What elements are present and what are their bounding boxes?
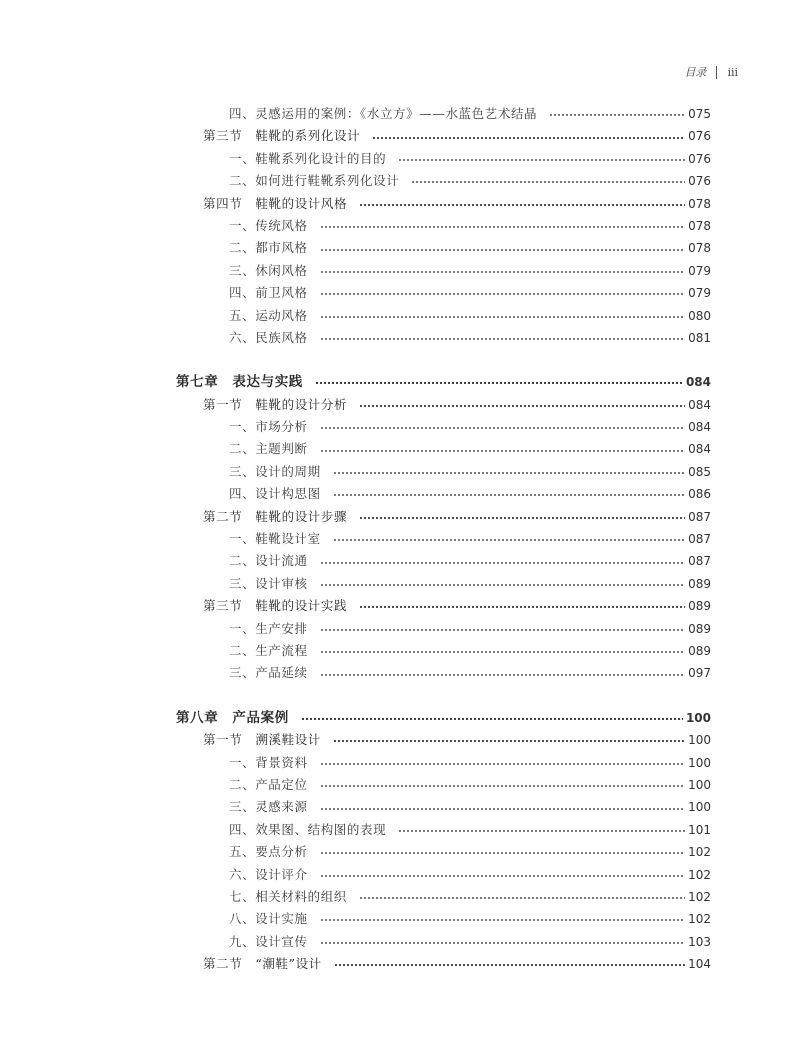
toc-item-entry[interactable] xyxy=(0,841,711,863)
toc-item-entry[interactable] xyxy=(0,237,711,259)
toc-entry-page-number: 076 xyxy=(688,151,711,166)
toc-entry-page-number: 079 xyxy=(688,263,711,278)
toc-entry-page-number: 100 xyxy=(688,800,711,815)
toc-item-entry[interactable] xyxy=(0,752,711,774)
toc-entry-page-number: 087 xyxy=(688,509,711,524)
toc-entry-page-number: 076 xyxy=(688,174,711,189)
toc-entry-title: 一、市场分析 xyxy=(229,419,308,435)
toc-entry-title: 四、设计构思图 xyxy=(229,486,321,502)
toc-entry-page-number: 079 xyxy=(688,286,711,301)
toc-item-entry[interactable] xyxy=(0,416,711,438)
dot-leader xyxy=(372,137,685,139)
dot-leader xyxy=(320,875,685,877)
toc-item-entry[interactable] xyxy=(0,640,711,662)
toc-section-entry[interactable] xyxy=(0,595,711,617)
header-page-number: iii xyxy=(727,65,738,79)
dot-leader xyxy=(320,226,685,228)
toc-item-entry[interactable] xyxy=(0,662,711,684)
toc-entry-page-number: 089 xyxy=(688,621,711,636)
header-divider xyxy=(716,66,717,79)
toc-section-entry[interactable] xyxy=(0,506,711,528)
toc-entry-page-number: 087 xyxy=(688,554,711,569)
toc-section-entry[interactable] xyxy=(0,729,711,751)
toc-item-entry[interactable] xyxy=(0,864,711,886)
toc-entry-title: 二、主题判断 xyxy=(229,441,308,457)
dot-leader xyxy=(320,249,685,251)
toc-entry-title: 三、设计的周期 xyxy=(229,463,321,479)
toc-chapter-entry[interactable] xyxy=(0,707,711,729)
toc-entry-title: 第一节 溯溪鞋设计 xyxy=(203,732,321,748)
toc-entry-title: 六、民族风格 xyxy=(229,329,308,345)
toc-entry-title: 一、鞋靴设计室 xyxy=(229,531,321,547)
toc-entry-page-number: 100 xyxy=(688,777,711,792)
dot-leader xyxy=(320,651,685,653)
toc-item-entry[interactable] xyxy=(0,618,711,640)
toc-entry-page-number: 086 xyxy=(688,487,711,502)
toc-entry-title: 第三节 鞋靴的系列化设计 xyxy=(203,128,361,144)
toc-entry-title: 三、灵感来源 xyxy=(229,799,308,815)
toc-item-entry[interactable] xyxy=(0,305,711,327)
running-header xyxy=(684,64,738,80)
dot-leader xyxy=(320,562,685,564)
toc-entry-title: 一、鞋靴系列化设计的目的 xyxy=(229,150,387,166)
dot-leader xyxy=(320,852,685,854)
toc-entry-title: 六、设计评介 xyxy=(229,866,308,882)
dot-leader xyxy=(320,338,685,340)
dot-leader xyxy=(411,181,685,183)
toc-item-entry[interactable] xyxy=(0,573,711,595)
dot-leader xyxy=(333,539,685,541)
dot-leader xyxy=(320,629,685,631)
toc-entry-title: 四、灵感运用的案例：《水立方》——水蓝色艺术结晶 xyxy=(229,106,538,121)
toc-item-entry[interactable] xyxy=(0,931,711,953)
toc-entry-title: 一、背景资料 xyxy=(229,754,308,770)
dot-leader xyxy=(320,808,685,810)
dot-leader xyxy=(359,405,685,407)
toc-entry-page-number: 102 xyxy=(688,867,711,882)
dot-leader xyxy=(320,584,685,586)
toc-entry-page-number: 102 xyxy=(688,889,711,904)
toc-entry-page-number: 100 xyxy=(685,710,711,725)
toc-entry-title: 三、产品延续 xyxy=(229,665,308,681)
toc-item-entry[interactable] xyxy=(0,483,711,505)
toc-item-entry[interactable] xyxy=(0,260,711,282)
toc-entry-title: 一、传统风格 xyxy=(229,217,308,233)
toc-item-entry[interactable] xyxy=(0,908,711,930)
toc-entry-title: 第三节 鞋靴的设计实践 xyxy=(203,598,348,614)
toc-entry-page-number: 089 xyxy=(688,599,711,614)
toc-entry-page-number: 075 xyxy=(688,107,711,121)
toc-section-entry[interactable] xyxy=(0,193,711,215)
toc-entry-title: 三、休闲风格 xyxy=(229,262,308,278)
dot-leader xyxy=(320,785,685,787)
toc-item-entry[interactable] xyxy=(0,103,711,125)
toc-entry-title: 八、设计实施 xyxy=(229,911,308,927)
toc-item-entry[interactable] xyxy=(0,819,711,841)
toc-entry-title: 九、设计宣传 xyxy=(229,933,308,949)
dot-leader xyxy=(549,114,685,116)
toc-entry-page-number: 078 xyxy=(688,241,711,256)
toc-item-entry[interactable] xyxy=(0,327,711,349)
toc-entry-title: 七、相关材料的组织 xyxy=(229,888,347,904)
toc-entry-page-number: 085 xyxy=(688,464,711,479)
dot-leader xyxy=(320,316,685,318)
toc-entry-page-number: 104 xyxy=(688,957,711,972)
toc-entry-title: 二、产品定位 xyxy=(229,776,308,792)
dot-leader xyxy=(320,450,685,452)
chapter-gap xyxy=(0,349,790,371)
toc-entry-title: 第四节 鞋靴的设计风格 xyxy=(203,195,348,211)
toc-entry-page-number: 089 xyxy=(688,576,711,591)
toc-entry-title: 二、生产流程 xyxy=(229,642,308,658)
toc-item-entry[interactable] xyxy=(0,438,711,460)
dot-leader xyxy=(320,293,685,295)
toc-entry-page-number: 084 xyxy=(688,442,711,457)
dot-leader xyxy=(359,204,685,206)
toc-entry-page-number: 089 xyxy=(688,643,711,658)
toc-entry-title: 第八章 产品案例 xyxy=(176,709,289,726)
dot-leader xyxy=(359,897,685,899)
toc-section-entry[interactable] xyxy=(0,953,711,975)
dot-leader xyxy=(320,674,685,676)
dot-leader xyxy=(333,472,685,474)
toc-entry-page-number: 084 xyxy=(688,397,711,412)
toc-chapter-entry[interactable] xyxy=(0,371,711,393)
toc-entry-title: 五、要点分析 xyxy=(229,844,308,860)
toc-entry-page-number: 081 xyxy=(688,330,711,345)
toc-item-entry[interactable] xyxy=(0,215,711,237)
dot-leader xyxy=(359,517,685,519)
toc-entry-title: 五、运动风格 xyxy=(229,307,308,323)
toc-entry-page-number: 102 xyxy=(688,845,711,860)
toc-entry-title: 二、设计流通 xyxy=(229,553,308,569)
toc-entry-page-number: 084 xyxy=(685,375,711,390)
dot-leader xyxy=(398,159,685,161)
toc-entry-title: 一、生产安排 xyxy=(229,620,308,636)
dot-leader xyxy=(320,942,685,944)
toc-item-entry[interactable] xyxy=(0,282,711,304)
dot-leader xyxy=(333,494,685,496)
dot-leader xyxy=(320,271,685,273)
dot-leader xyxy=(359,606,685,608)
toc-entry-page-number: 084 xyxy=(688,420,711,435)
dot-leader xyxy=(398,830,685,832)
toc-item-entry[interactable] xyxy=(0,461,711,483)
chapter-gap xyxy=(0,685,790,707)
toc-entry-title: 四、效果图、结构图的表现 xyxy=(229,821,387,837)
toc-item-entry[interactable] xyxy=(0,170,711,192)
header-title: 目录 xyxy=(684,66,707,79)
dot-leader xyxy=(320,763,685,765)
toc-entry-title: 二、如何进行鞋靴系列化设计 xyxy=(229,173,400,189)
toc-item-entry[interactable] xyxy=(0,796,711,818)
table-of-contents xyxy=(0,103,790,975)
toc-entry-page-number: 101 xyxy=(688,822,711,837)
toc-entry-title: 二、都市风格 xyxy=(229,240,308,256)
toc-entry-title: 四、前卫风格 xyxy=(229,285,308,301)
toc-entry-title: 第二节 鞋靴的设计步骤 xyxy=(203,508,348,524)
toc-entry-page-number: 097 xyxy=(688,666,711,681)
dot-leader xyxy=(333,740,685,742)
toc-entry-title: 第七章 表达与实践 xyxy=(176,374,303,391)
toc-entry-title: 第二节 “潮鞋”设计 xyxy=(203,956,322,972)
toc-section-entry[interactable] xyxy=(0,125,711,147)
toc-item-entry[interactable] xyxy=(0,550,711,572)
dot-leader xyxy=(320,427,685,429)
toc-entry-page-number: 080 xyxy=(688,308,711,323)
toc-entry-page-number: 076 xyxy=(688,129,711,144)
dot-leader xyxy=(301,718,683,720)
toc-entry-title: 第一节 鞋靴的设计分析 xyxy=(203,396,348,412)
toc-entry-page-number: 103 xyxy=(688,934,711,949)
toc-item-entry[interactable] xyxy=(0,528,711,550)
toc-entry-page-number: 078 xyxy=(688,218,711,233)
toc-entry-page-number: 078 xyxy=(688,196,711,211)
dot-leader xyxy=(320,919,685,921)
dot-leader xyxy=(334,964,685,966)
toc-entry-page-number: 100 xyxy=(688,733,711,748)
toc-entry-page-number: 100 xyxy=(688,755,711,770)
toc-entry-page-number: 087 xyxy=(688,532,711,547)
dot-leader xyxy=(315,382,683,384)
toc-item-entry[interactable] xyxy=(0,774,711,796)
toc-entry-title: 三、设计审核 xyxy=(229,575,308,591)
toc-section-entry[interactable] xyxy=(0,394,711,416)
toc-entry-page-number: 102 xyxy=(688,912,711,927)
toc-item-entry[interactable] xyxy=(0,148,711,170)
toc-item-entry[interactable] xyxy=(0,886,711,908)
